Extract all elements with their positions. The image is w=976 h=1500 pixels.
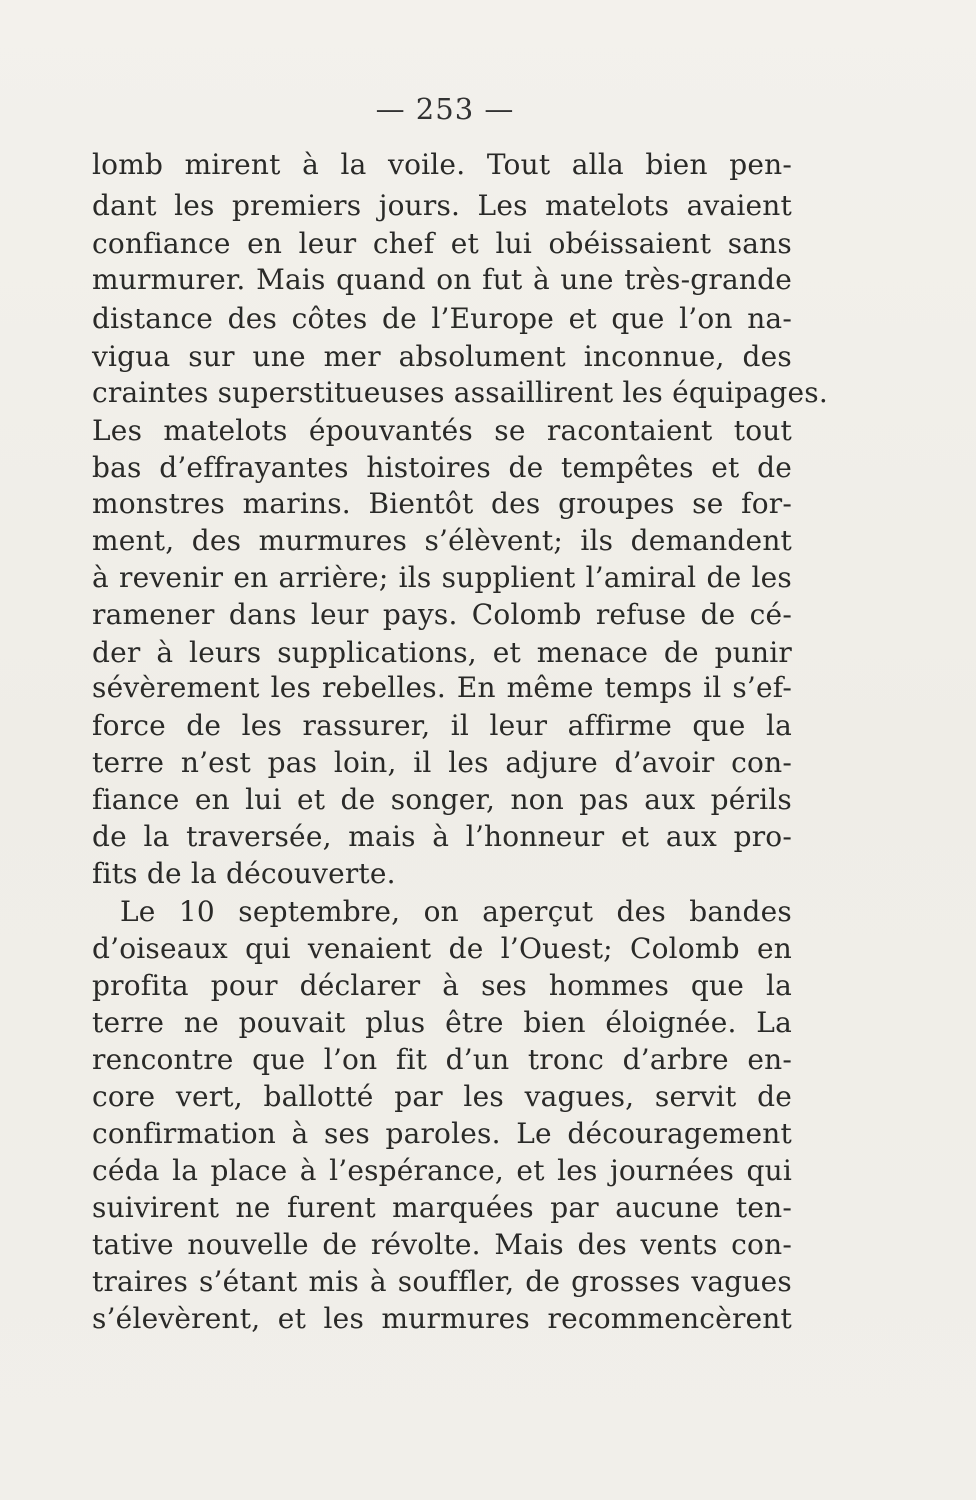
text-line: force de les rassurer, il leur affirme que la: [92, 709, 792, 742]
text-line: suivirent ne furent marquées par aucune ten-: [92, 1191, 792, 1224]
text-line: sévèrement les rebelles. En même temps il s’ef-: [92, 671, 792, 704]
text-line: murmurer. Mais quand on fut à une très-grande: [92, 263, 792, 296]
text-line: monstres marins. Bientôt des groupes se for-: [92, 487, 792, 520]
text-line: ment, des murmures s’élèvent; ils demandent: [92, 524, 792, 557]
text-line: Le 10 septembre, on aperçut des bandes: [120, 895, 792, 928]
text-line: der à leurs supplications, et menace de punir: [92, 636, 792, 669]
text-line: fiance en lui et de songer, non pas aux périls: [92, 783, 792, 816]
text-line: terre ne pouvait plus être bien éloignée. La: [92, 1006, 792, 1039]
text-line: lomb mirent à la voile. Tout alla bien pen-: [92, 148, 792, 181]
text-line: confirmation à ses paroles. Le découragement: [92, 1117, 792, 1150]
page-number: — 253 —: [375, 92, 515, 126]
text-line: terre n’est pas loin, il les adjure d’avoir con-: [92, 746, 792, 779]
text-line: ramener dans leur pays. Colomb refuse de cé-: [92, 598, 792, 631]
text-line: traires s’étant mis à souffler, de grosses vagues: [92, 1265, 792, 1298]
text-line: à revenir en arrière; ils supplient l’amiral de les: [92, 561, 792, 594]
text-line: d’oiseaux qui venaient de l’Ouest; Colomb en: [92, 932, 792, 965]
text-line: bas d’effrayantes histoires de tempêtes et de: [92, 451, 792, 484]
text-line: rencontre que l’on fit d’un tronc d’arbre en-: [92, 1043, 792, 1076]
text-line: céda la place à l’espérance, et les journées qui: [92, 1154, 792, 1187]
text-line: dant les premiers jours. Les matelots avaient: [92, 189, 792, 222]
text-line: vigua sur une mer absolument inconnue, des: [92, 340, 792, 373]
text-line: Les matelots épouvantés se racontaient tout: [92, 414, 792, 447]
text-line: distance des côtes de l’Europe et que l’on na-: [92, 302, 792, 335]
text-line: confiance en leur chef et lui obéissaient sans: [92, 227, 792, 260]
text-line: profita pour déclarer à ses hommes que la: [92, 969, 792, 1002]
text-line: fits de la découverte.: [92, 857, 396, 890]
text-line: de la traversée, mais à l’honneur et aux pro-: [92, 820, 792, 853]
text-line: craintes superstitueuses assaillirent les équipages.: [92, 376, 828, 409]
text-line: s’élevèrent, et les murmures recommencèrent: [92, 1302, 792, 1335]
text-line: core vert, ballotté par les vagues, servit de: [92, 1080, 792, 1113]
text-line: tative nouvelle de révolte. Mais des vents con-: [92, 1228, 792, 1261]
